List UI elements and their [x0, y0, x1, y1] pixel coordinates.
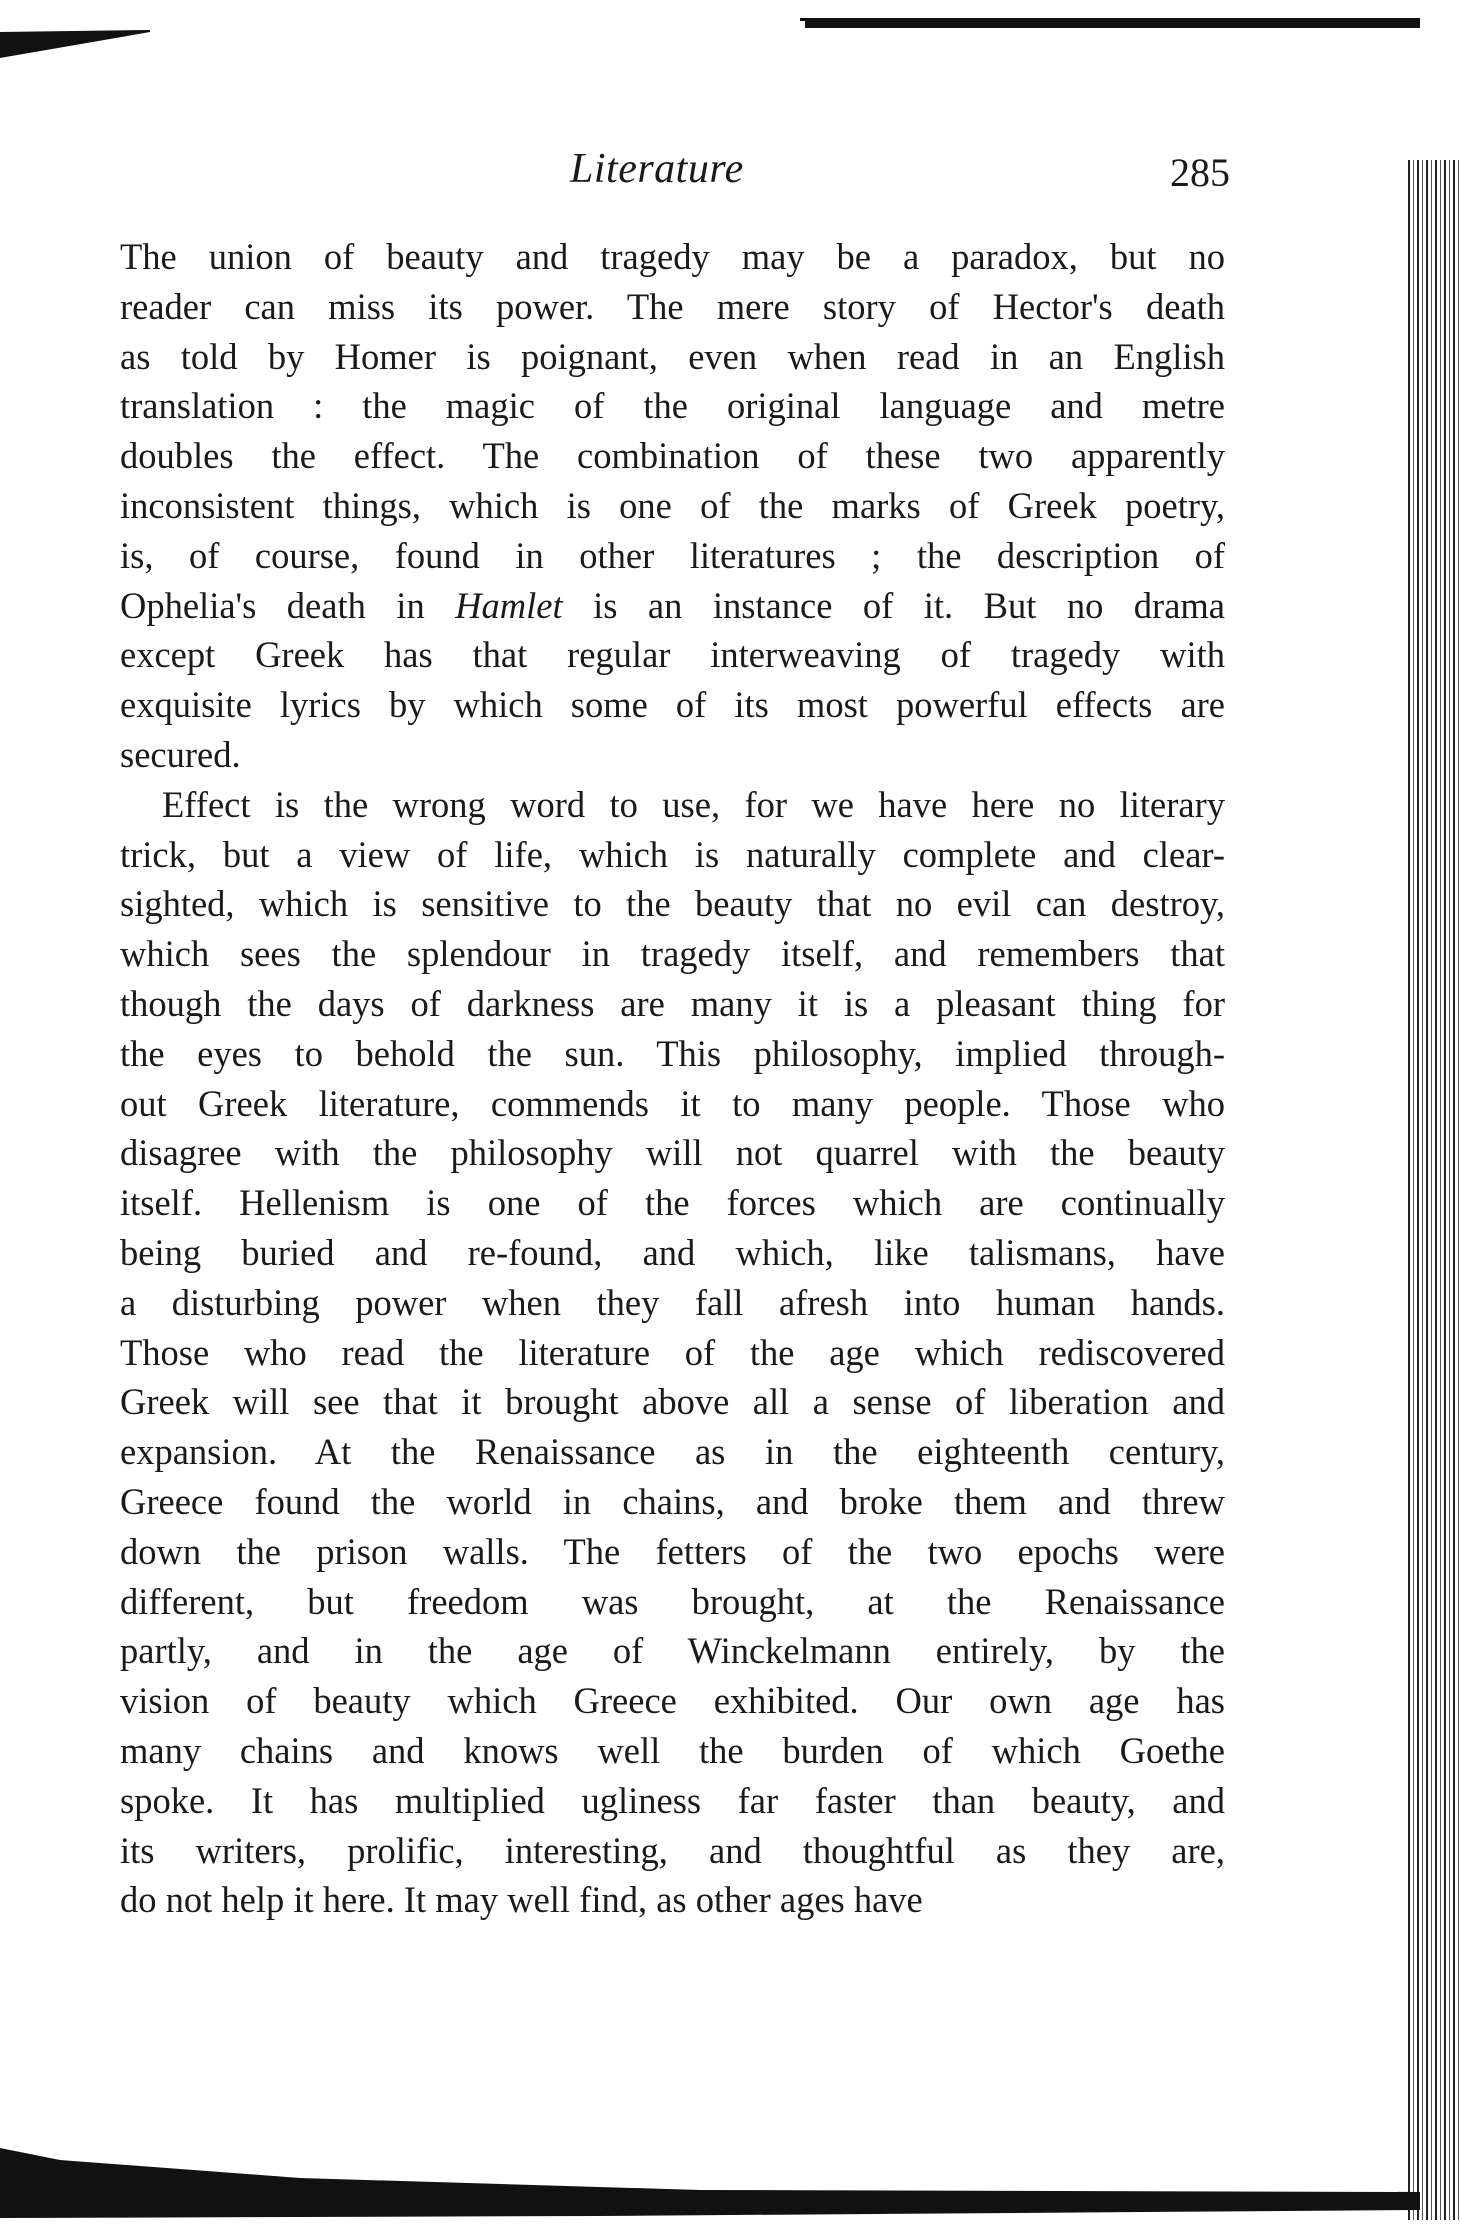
text-line: being buried and re-found, and which, like talismans, have: [120, 1231, 1225, 1273]
text-line: doubles the effect. The combination of these two apparently: [120, 435, 1225, 477]
text-line: the eyes to behold the sun. This philosophy, implied through-: [120, 1032, 1225, 1074]
text-line: Effect is the wrong word to use, for we have here no literary: [162, 783, 1225, 825]
text-line: as told by Homer is poignant, even when read in an English: [120, 335, 1225, 377]
text-line: exquisite lyrics by which some of its most powerful effects are: [120, 684, 1225, 726]
text-line: Greece found the world in chains, and broke them and threw: [120, 1480, 1225, 1522]
text-line: which sees the splendour in tragedy itself, and remembers that: [120, 933, 1225, 975]
text-line: except Greek has that regular interweaving of tragedy with: [120, 634, 1225, 676]
text-line: partly, and in the age of Winckelmann entirely, by the: [120, 1630, 1225, 1672]
text-line: Those who read the literature of the age which rediscovered: [120, 1331, 1225, 1373]
text-line: down the prison walls. The fetters of the two epochs were: [120, 1530, 1225, 1572]
page-edge-shadow: [1408, 160, 1460, 2220]
text-line: translation : the magic of the original language and metre: [120, 385, 1225, 427]
text-line: reader can miss its power. The mere story of Hector's death: [120, 285, 1225, 327]
text-segment: is an instance of it. But no drama: [562, 584, 1225, 626]
text-line: expansion. At the Renaissance as in the eighteenth century,: [120, 1431, 1225, 1473]
text-line: itself. Hellenism is one of the forces which are continually: [120, 1182, 1225, 1224]
text-line: secured.: [120, 733, 241, 775]
text-line: a disturbing power when they fall afresh into human hands.: [120, 1281, 1225, 1323]
page-number: 285: [1170, 150, 1230, 195]
text-line: many chains and knows well the burden of which Goethe: [120, 1729, 1225, 1771]
text-line: out Greek literature, commends it to many people. Those who: [120, 1082, 1225, 1124]
paragraph: [120, 780, 1225, 1925]
top-edge-bar: [805, 18, 1420, 28]
text-line: vision of beauty which Greece exhibited. Our own age has: [120, 1680, 1225, 1722]
text-line: its writers, prolific, interesting, and thoughtful as they are,: [120, 1829, 1225, 1871]
scan-corner-mark: [0, 30, 150, 60]
text-segment: Ophelia's death in: [120, 584, 456, 626]
page-header: [0, 145, 1466, 205]
text-line: inconsistent things, which is one of the marks of Greek poetry,: [120, 484, 1225, 526]
text-line: sighted, which is sensitive to the beauty that no evil can destroy,: [120, 883, 1225, 925]
text-line: though the days of darkness are many it is a pleasant thing for: [120, 982, 1225, 1024]
paragraph: [120, 232, 1225, 780]
text-line: do not help it here. It may well find, as other ages have: [120, 1879, 923, 1921]
text-line: spoke. It has multiplied ugliness far faster than beauty, and: [120, 1779, 1225, 1821]
text-line: trick, but a view of life, which is naturally complete and clear-: [120, 833, 1225, 875]
body-text: [120, 232, 1225, 1925]
text-line: is, of course, found in other literatures ; the description of: [120, 534, 1225, 576]
text-line: [120, 581, 1225, 631]
running-title: Literature: [570, 146, 744, 192]
italic-title: Hamlet: [455, 584, 563, 626]
text-line: different, but freedom was brought, at the Renaissance: [120, 1580, 1225, 1622]
text-line: Greek will see that it brought above all a sense of liberation and: [120, 1381, 1225, 1423]
text-line: disagree with the philosophy will not quarrel with the beauty: [120, 1132, 1225, 1174]
text-line: The union of beauty and tragedy may be a paradox, but no: [120, 236, 1225, 277]
bottom-edge-shadow: [0, 2130, 1420, 2220]
